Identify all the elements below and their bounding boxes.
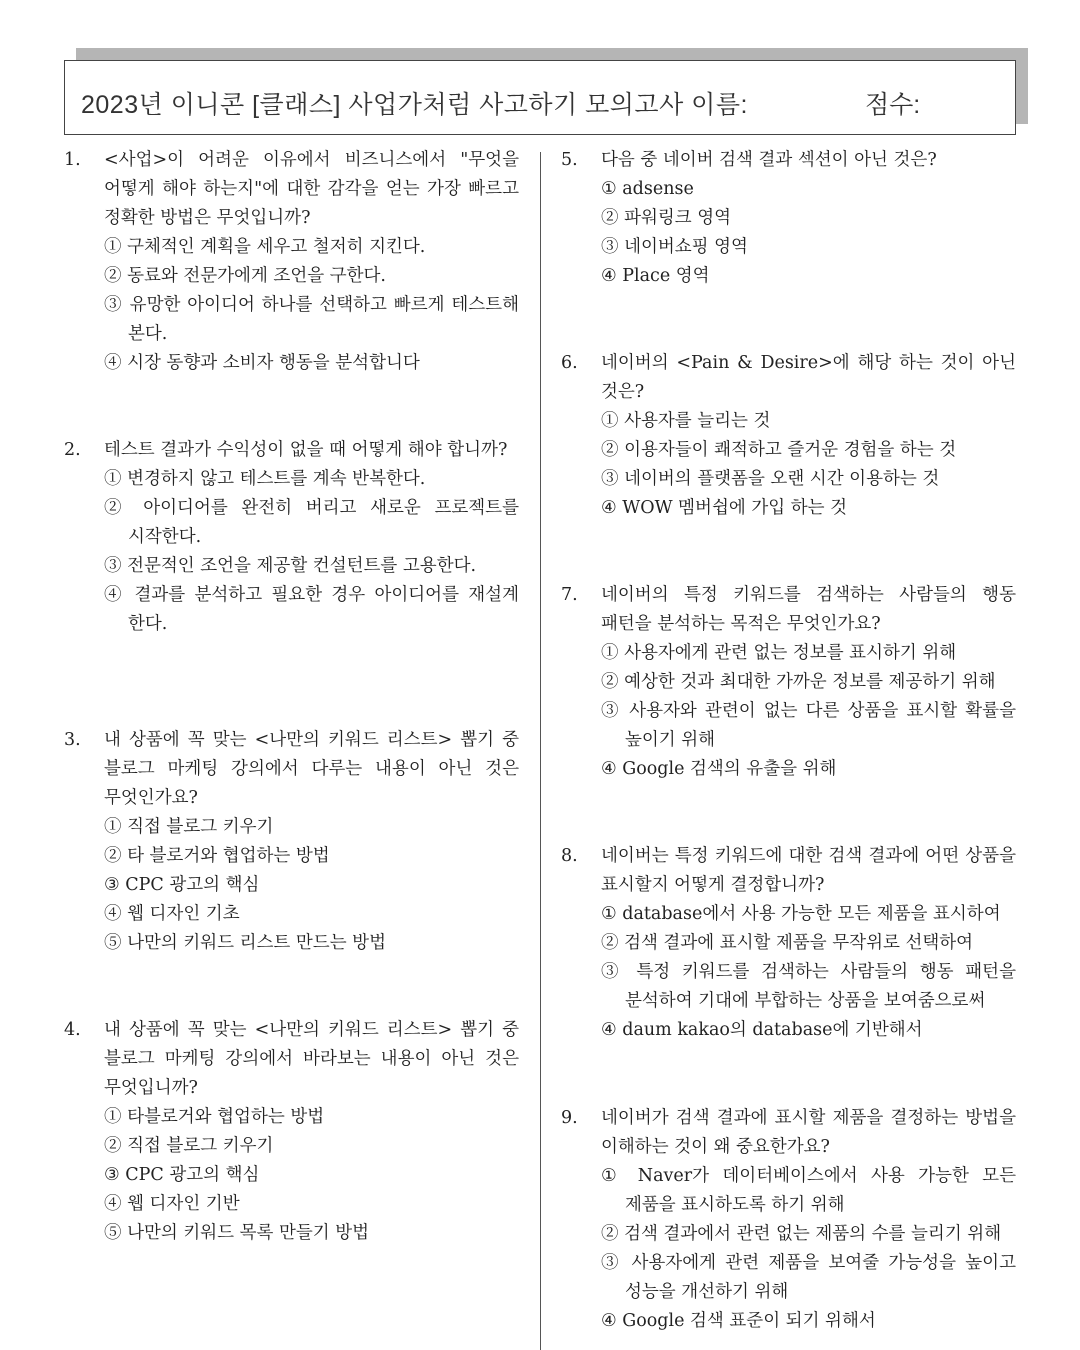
question-stem: 다음 중 네이버 검색 결과 섹션이 아닌 것은?: [601, 150, 937, 170]
score-label: 점수:: [865, 91, 921, 119]
question-number: 8.: [561, 846, 578, 866]
answer-option[interactable]: ② 타 블로거와 협업하는 방법: [104, 846, 330, 866]
answer-option[interactable]: ② 아이디어를 완전히 버리고 새로운 프로젝트를 시작한다.: [104, 498, 519, 547]
question-stem: 네이버의 특정 키워드를 검색하는 사람들의 행동 패턴을 분석하는 목적은 무엇인가요?: [601, 585, 1016, 634]
answer-option[interactable]: ③ 사용자와 관련이 없는 다른 상품을 표시할 확률을 높이기 위해: [601, 701, 1016, 750]
question-number: 4.: [64, 1020, 81, 1040]
answer-option[interactable]: ③ 네이버의 플랫폼을 오랜 시간 이용하는 것: [601, 469, 940, 489]
answer-option[interactable]: ② 검색 결과에 표시할 제품을 무작위로 선택하여: [601, 933, 974, 953]
question-stem: 내 상품에 꼭 맞는 <나만의 키워드 리스트> 뽑기 중 블로그 마케팅 강의에서 다루는 내용이 아닌 것은 무엇인가요?: [104, 730, 519, 808]
answer-option[interactable]: ① 구체적인 계획을 세우고 철저히 지킨다.: [104, 237, 426, 257]
answer-option[interactable]: ① 직접 블로그 키우기: [104, 817, 274, 837]
answer-option[interactable]: ③ 사용자에게 관련 제품을 보여줄 가능성을 높이고 성능을 개선하기 위해: [601, 1253, 1016, 1302]
answer-option[interactable]: ③ CPC 광고의 핵심: [104, 875, 260, 895]
answer-option[interactable]: ④ 결과를 분석하고 필요한 경우 아이디어를 재설계 한다.: [104, 585, 519, 634]
answer-option[interactable]: ③ 특정 키워드를 검색하는 사람들의 행동 패턴을 분석하여 기대에 부합하는 상품을 보여줌으로써: [601, 962, 1016, 1011]
answer-option[interactable]: ④ 웹 디자인 기반: [104, 1194, 240, 1214]
question-9: [561, 1104, 1016, 1336]
answer-option[interactable]: ② 이용자들이 쾌적하고 즐거운 경험을 하는 것: [601, 440, 957, 460]
answer-option[interactable]: ① 사용자를 늘리는 것: [601, 411, 771, 431]
column-divider: [540, 152, 541, 1350]
answer-option[interactable]: ① 사용자에게 관련 없는 정보를 표시하기 위해: [601, 643, 957, 663]
question-2: [64, 436, 519, 639]
answer-option[interactable]: ④ 웹 디자인 기초: [104, 904, 240, 924]
answer-option[interactable]: ② 검색 결과에서 관련 없는 제품의 수를 늘리기 위해: [601, 1224, 1002, 1244]
question-6: [561, 349, 1016, 523]
answer-option[interactable]: ④ WOW 멤버쉽에 가입 하는 것: [601, 498, 847, 518]
answer-option[interactable]: ① 타블로거와 협업하는 방법: [104, 1107, 325, 1127]
question-stem: 네이버가 검색 결과에 표시할 제품을 결정하는 방법을 이해하는 것이 왜 중요한가요?: [601, 1108, 1016, 1157]
question-4: [64, 1016, 519, 1248]
exam-title: 2023년 이니콘 [클래스] 사업가처럼 사고하기 모의고사 이름:: [81, 91, 748, 119]
question-stem: 네이버의 <Pain & Desire>에 해당 하는 것이 아닌 것은?: [601, 353, 1016, 402]
question-5: [561, 146, 1016, 291]
question-1: [64, 146, 519, 378]
question-number: 7.: [561, 585, 578, 605]
answer-option[interactable]: ④ Place 영역: [601, 266, 710, 286]
answer-option[interactable]: ⑤ 나만의 키워드 목록 만들기 방법: [104, 1223, 370, 1243]
answer-option[interactable]: ④ Google 검색 표준이 되기 위해서: [601, 1311, 876, 1331]
answer-option[interactable]: ② 동료와 전문가에게 조언을 구한다.: [104, 266, 386, 286]
answer-option[interactable]: ③ 전문적인 조언을 제공할 컨설턴트를 고용한다.: [104, 556, 477, 576]
answer-option[interactable]: ① adsense: [601, 179, 694, 199]
question-number: 2.: [64, 440, 81, 460]
answer-option[interactable]: ① database에서 사용 가능한 모든 제품을 표시하여: [601, 904, 1001, 924]
question-number: 5.: [561, 150, 578, 170]
question-8: [561, 842, 1016, 1045]
question-7: [561, 581, 1016, 784]
question-number: 9.: [561, 1108, 578, 1128]
answer-option[interactable]: ③ CPC 광고의 핵심: [104, 1165, 260, 1185]
question-3: [64, 726, 519, 958]
question-number: 3.: [64, 730, 81, 750]
answer-option[interactable]: ③ 네이버쇼핑 영역: [601, 237, 748, 257]
answer-option[interactable]: ④ 시장 동향과 소비자 행동을 분석합니다: [104, 353, 420, 373]
answer-option[interactable]: ② 파워링크 영역: [601, 208, 732, 228]
answer-option[interactable]: ② 예상한 것과 최대한 가까운 정보를 제공하기 위해: [601, 672, 996, 692]
question-stem: 내 상품에 꼭 맞는 <나만의 키워드 리스트> 뽑기 중 블로그 마케팅 강의에서 바라보는 내용이 아닌 것은 무엇입니까?: [104, 1020, 519, 1098]
answer-option[interactable]: ⑤ 나만의 키워드 리스트 만드는 방법: [104, 933, 386, 953]
question-stem: <사업>이 어려운 이유에서 비즈니스에서 "무엇을 어떻게 해야 하는지"에 대한 감각을 얻는 가장 빠르고 정확한 방법은 무엇입니까?: [104, 150, 519, 228]
answer-option[interactable]: ③ 유망한 아이디어 하나를 선택하고 빠르게 테스트해 본다.: [104, 295, 519, 344]
question-stem: 테스트 결과가 수익성이 없을 때 어떻게 해야 합니까?: [104, 440, 508, 460]
answer-option[interactable]: ② 직접 블로그 키우기: [104, 1136, 274, 1156]
question-number: 6.: [561, 353, 578, 373]
question-stem: 네이버는 특정 키워드에 대한 검색 결과에 어떤 상품을 표시할지 어떻게 결정합니까?: [601, 846, 1016, 895]
answer-option[interactable]: ① Naver가 데이터베이스에서 사용 가능한 모든 제품을 표시하도록 하기 위해: [601, 1166, 1016, 1215]
answer-option[interactable]: ④ Google 검색의 유출을 위해: [601, 759, 837, 779]
question-number: 1.: [64, 150, 81, 170]
answer-option[interactable]: ④ daum kakao의 database에 기반해서: [601, 1020, 923, 1040]
exam-header: [64, 60, 1016, 135]
answer-option[interactable]: ① 변경하지 않고 테스트를 계속 반복한다.: [104, 469, 426, 489]
